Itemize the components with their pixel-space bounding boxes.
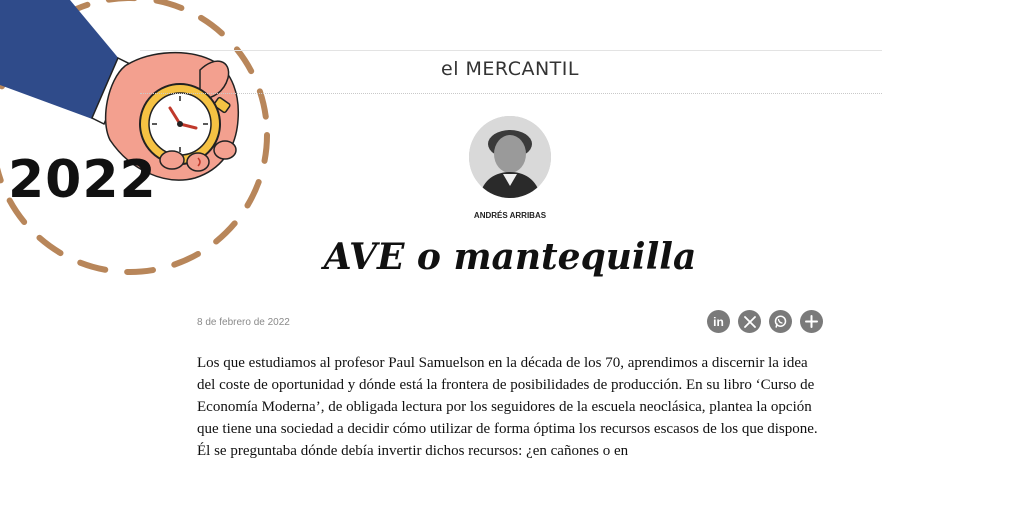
publish-date: 8 de febrero de 2022 (197, 317, 290, 328)
linkedin-glyph: in (713, 314, 724, 329)
whatsapp-icon[interactable] (769, 310, 792, 333)
article-title: AVE o mantequilla (323, 236, 697, 278)
header-bottom-rule (140, 93, 882, 94)
year-label: 2022 (8, 150, 157, 210)
x-icon[interactable] (738, 310, 761, 333)
site-logo[interactable]: el MERCANTIL (441, 58, 579, 80)
header-top-rule (140, 50, 882, 51)
linkedin-icon[interactable] (707, 310, 730, 333)
article-body: Los que estudiamos al profesor Paul Samuelson en la década de los 70, aprendimos a discernir la idea del coste de oportunidad y dónde está la frontera de posibilidades de producción. En su libro ‘Curso de Economía Moderna’, de obligada lectura por los seguidores de la escuela neoclásica, plantea la opción que tiene una sociedad a decidir cómo utilizar de forma óptima los recursos escasos de los que dispone. Él se preguntaba dónde debía invertir dichos recursos: ¿en cañones o en (197, 355, 818, 459)
author-avatar[interactable] (469, 116, 551, 198)
plus-icon[interactable] (800, 310, 823, 333)
author-name[interactable]: ANDRÉS ARRIBAS (473, 211, 547, 220)
share-bar (707, 310, 823, 333)
